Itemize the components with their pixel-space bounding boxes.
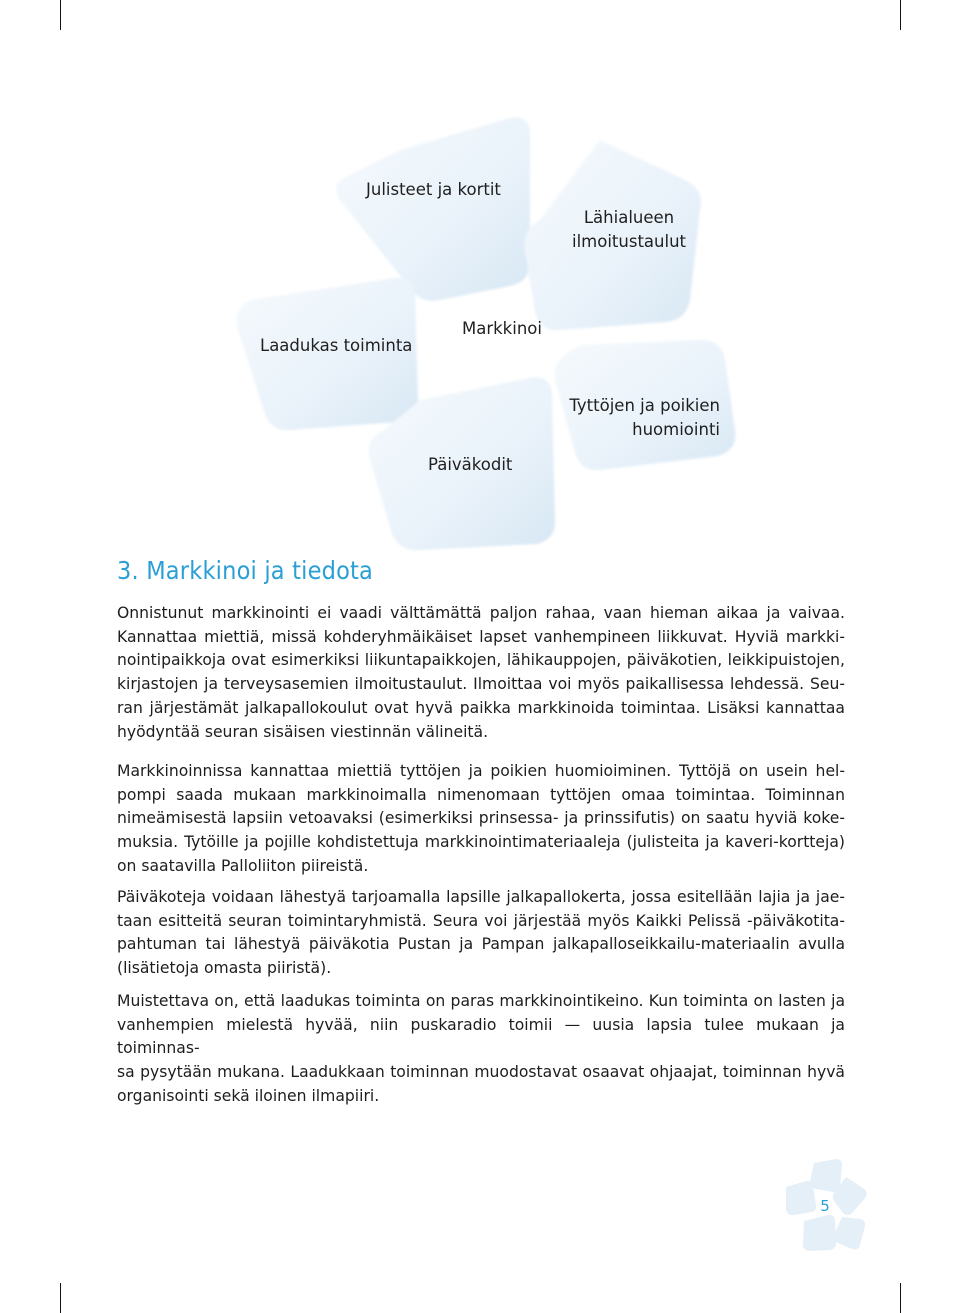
paragraph-line: pahtuman tai lähestyä päiväkotia Pustan ja Pampan jalkapalloseikkailu-materiaalin avulla: [117, 935, 845, 954]
crop-mark: [900, 1283, 901, 1313]
flower-diagram: [0, 0, 960, 560]
paragraph-line: Päiväkoteja voidaan lähestyä tarjoamalla lapsille jalkapallokerta, jossa esitellään lajia ja jae-: [117, 888, 845, 906]
paragraph-2: [117, 760, 845, 879]
label-lahialueen-line: ilmoitustaulut: [572, 232, 686, 251]
label-tyttojen-line: huomiointi: [632, 420, 720, 439]
crop-mark: [60, 1283, 61, 1313]
label-tyttojen: [560, 394, 720, 442]
label-laadukas: Laadukas toiminta: [260, 336, 413, 355]
paragraph-line: pompi saada mukaan markkinoimalla nimenomaan tyttöjen omaa toimintaa. Toiminnan: [117, 785, 845, 804]
paragraph-line: ran järjestämät jalkapallokoulut ovat hyvä paikka markkinoida toimintaa. Lisäksi kannattaa: [117, 698, 845, 717]
paragraph-line: Kannattaa miettiä, missä kohderyhmäikäiset lapset vanhempineen liikkuvat. Hyviä markki-: [117, 627, 845, 646]
paragraph-line: vanhempien mielestä hyvää, niin puskaradio toimii — uusia lapsia tulee mukaan ja toiminnas-: [117, 1015, 845, 1058]
small-flower-icon: [776, 1155, 876, 1255]
paragraph-line: nointipaikkoja ovat esimerkiksi liikuntapaikkojen, lähikauppojen, päiväkotien, leikkipuistojen,: [117, 651, 845, 670]
petal-julisteet: [336, 117, 530, 301]
paragraph-line: nimeämisestä lapsiin vetoavaksi (esimerkiksi prinsessa- ja prinssifutis) on saatu hyviä koke-: [117, 809, 845, 828]
label-tyttojen-line: Tyttöjen ja poikien: [569, 396, 720, 415]
paragraph-line: Muistettava on, että laadukas toiminta on paras markkinointikeino. Kun toiminta on lasten ja: [117, 992, 845, 1010]
label-lahialueen: [555, 206, 703, 254]
paragraph-line: organisointi sekä iloinen ilmapiiri.: [117, 1086, 380, 1105]
paragraph-line: muksia. Tytöille ja pojille kohdistettuja markkinointimateriaaleja (julisteita ja kaveri-kortteja): [117, 833, 845, 852]
paragraph-1: [117, 602, 845, 744]
paragraph-line: Markkinoinnissa kannattaa miettiä tyttöjen ja poikien huomioiminen. Tyttöjä on usein hel-: [117, 762, 845, 780]
paragraph-4: [117, 990, 845, 1109]
paragraph-line: (lisätietoja omasta piiristä).: [117, 959, 332, 978]
label-julisteet: Julisteet ja kortit: [366, 180, 501, 199]
section-title: 3. Markkinoi ja tiedota: [117, 556, 374, 585]
paragraph-line: hyödyntää seuran sisäisen viestinnän välineitä.: [117, 722, 489, 741]
paragraph-line: sa pysytään mukana. Laadukkaan toiminnan muodostavat osaavat ohjaajat, toiminnan hyvä: [117, 1063, 845, 1082]
label-paivakodit: Päiväkodit: [428, 455, 513, 474]
paragraph-line: Onnistunut markkinointi ei vaadi välttämättä paljon rahaa, vaan hieman aikaa ja vaivaa.: [117, 604, 845, 622]
paragraph-line: on saatavilla Palloliiton piireistä.: [117, 856, 369, 875]
paragraph-3: [117, 886, 845, 981]
page-number: 5: [820, 1197, 830, 1215]
label-lahialueen-line: Lähialueen: [583, 208, 675, 227]
label-markkinoi: Markkinoi: [462, 319, 542, 338]
paragraph-line: kirjastojen ja terveysasemien ilmoitustaulut. Ilmoittaa voi myös paikallisessa lehdessä. Seu-: [117, 675, 845, 694]
paragraph-line: taan esitteitä seuran toimintaryhmistä. Seura voi järjestää myös Kaikki Pelissä -päiväkotita-: [117, 911, 845, 930]
page-number-badge: [776, 1155, 876, 1255]
